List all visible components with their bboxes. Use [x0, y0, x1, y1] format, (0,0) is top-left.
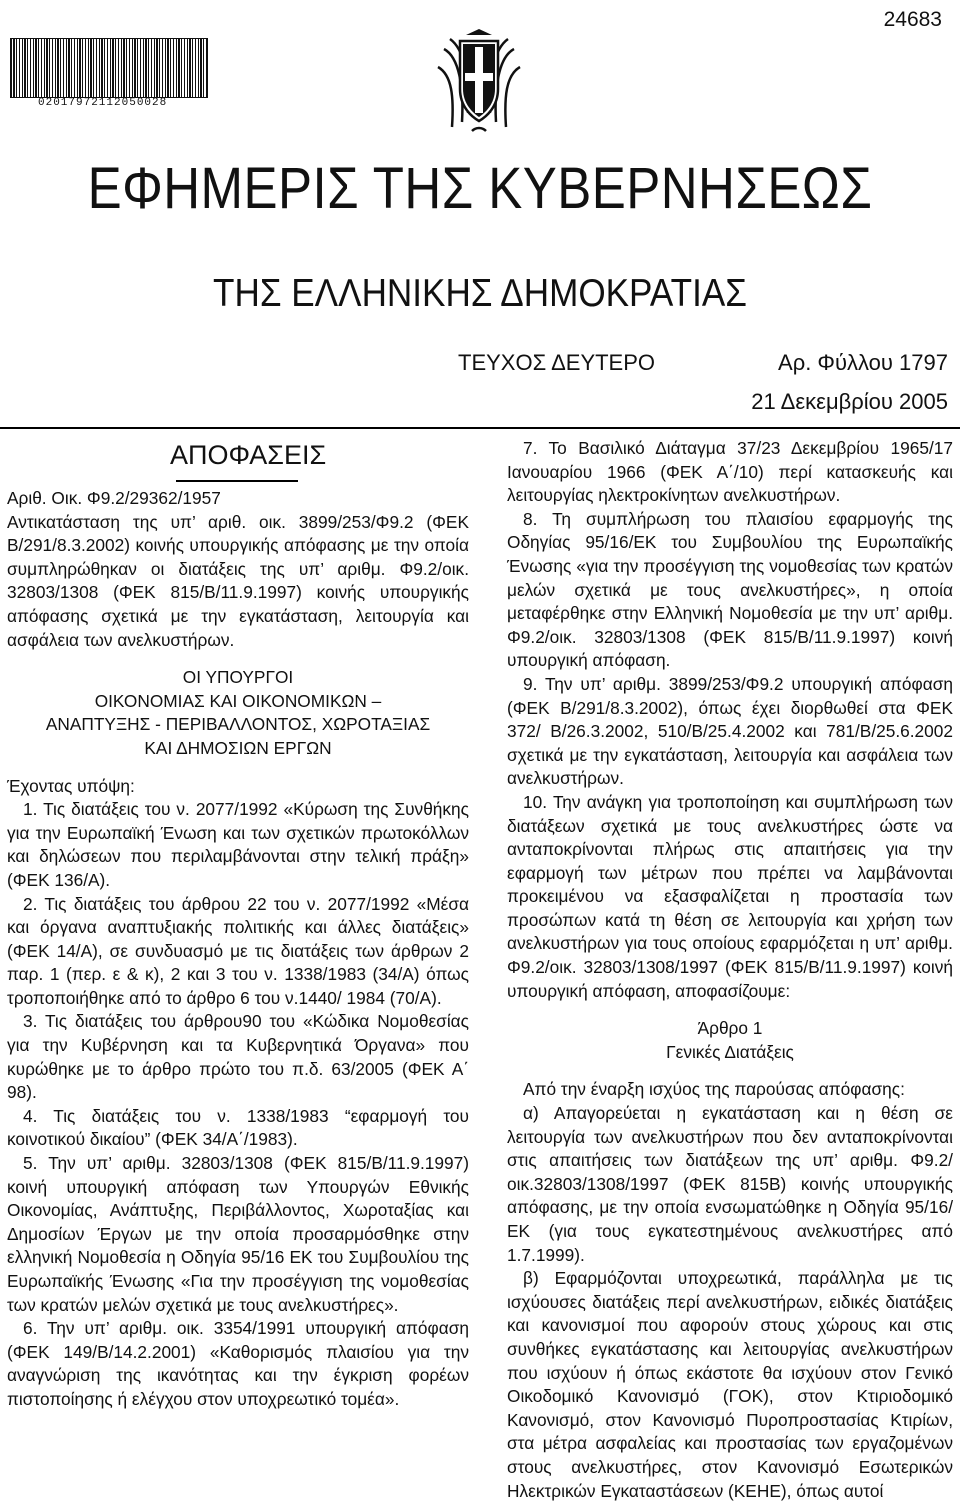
list-item: 5. Την υπ’ αριθμ. 32803/1308 (ΦΕΚ 815/Β/11.9.1997) κοινή υπουργική απόφαση των Υπουργών Εθνικής Οικονομίας, Ανάπτυξης, Περιβάλλοντος, Χωροταξίας και Δημοσίων Έργων με την οποία προσαρμόσθηκε στην ελληνική Νομοθεσία η Οδηγία 95/16 ΕΚ του Συμβουλίου της Ευρωπαϊκής Ένωσης «Για την προσέγγιση της νομοθεσίας των κρατών μελών σχετικά με τους ανελκυστήρες». [7, 1153, 469, 1315]
header-divider [0, 427, 960, 429]
issue-number: Αρ. Φύλλου 1797 [778, 350, 948, 375]
article-intro: Από την έναρξη ισχύος της παρούσας απόφασης: [523, 1079, 905, 1100]
masthead-subtitle: ΤΗΣ ΕΛΛΗΝΙΚΗΣ ΔΗΜΟΚΡΑΤΙΑΣ [213, 272, 747, 315]
list-item: 6. Την υπ’ αριθμ. οικ. 3354/1991 υπουργική απόφαση (ΦΕΚ 149/Β/14.2.2001) «Καθορισμός πλαισίου για την αναγνώριση της ικανότητας και την έγκριση φορέων πιστοποίησης ή ελέγχου στον υποχρεωτικό τομέα». [7, 1318, 469, 1409]
decision-number: Αριθ. Οικ. Φ9.2/29362/1957 [7, 488, 221, 508]
list-item: 2. Τις διατάξεις του άρθρου 22 του ν. 2077/1992 «Μέσα και όργανα αναπτυξιακής πολιτικής και άλλες διατάξεις» (ΦΕΚ 14/Α), σε συνδυασμό με τις διατάξεις των άρθρων 2 παρ. 1 (περ. ε & κ), 2 και 3 του ν. 1338/1983 (34/Α) όπως τροποποιήθηκε από το άρθρο 6 του ν.1440/ 1984 (70/Α). [7, 893, 469, 1008]
list-item: 9. Την υπ’ αριθμ. 3899/253/Φ9.2 υπουργική απόφαση (ΦΕΚ Β/291/8.3.2002), όπως έχει διορθωθεί στα ΦΕΚ 372/ Β/26.3.2002, 510/Β/25.4.2002 και 781/Β/25.6.2002 σχετικά με την εγκατάσταση, λειτουργία και ασφάλεια των ανελκυστήρων. [507, 673, 953, 789]
having-regard: Έχοντας υπόψη: [7, 775, 135, 796]
ministers-line: ΟΙΚΟΝΟΜΙΑΣ ΚΑΙ ΟΙΚΟΝΟΜΙΚΩΝ – [94, 690, 382, 711]
list-item: 7. Το Βασιλικό Διάταγμα 37/23 Δεκεμβρίου 1965/17 Ιανουαρίου 1966 (ΦΕΚ Α΄/10) περί κατασκευής και λειτουργίας ηλεκτροκίνητων ανελκυστήρων. [507, 438, 953, 506]
decision-subject: Αντικατάσταση της υπ’ αριθ. οικ. 3899/253/Φ9.2 (ΦΕΚ Β/291/8.3.2002) κοινής υπουργικής απόφασης με την οποία συμπληρώθηκαν οι διατάξεις της υπ’ αριθμ. Φ9.2/οικ. 32803/1308 (ΦΕΚ 815/Β/11.9.1997) κοινής υπουργικής απόφασης σχετικά με την εγκατάσταση, λειτουργία και ασφάλεια των ανελκυστήρων. [7, 511, 469, 650]
issue-type: ΤΕΥΧΟΣ ΔΕΥΤΕΡΟ [458, 350, 656, 375]
page-number: 24683 [883, 8, 942, 31]
article-subtitle: Γενικές Διατάξεις [666, 1041, 794, 1062]
article-paragraph: β) Εφαρμόζονται υποχρεωτικά, παράλληλα με τις ισχύουσες διατάξεις περί ανελκυστήρων, ειδικές διατάξεις και κανονισμοί που αφορούν στους χώρους και στις συνθήκες εγκατάστασης και λειτουργίας ανελκυστήρων που ισχύουν ή όπως εκάστοτε θα ισχύουν στον Γενικό Οικοδομικό Κανονισμό (ΓΟΚ), στον Κτιριοδομικό Κανονισμό, στον Κανονισμό Πυροπροστασίας Κτιρίων, στα μέτρα ασφαλείας και προστασίας των εργαζομένων στους ανελκυστήρες, στον Κανονισμό Εσωτερικών Ηλεκτρικών Εγκαταστάσεων (ΚΕΗΕ), όπως αυτοί [507, 1268, 953, 1501]
list-item: 10. Την ανάγκη για τροποποίηση και συμπλήρωση των διατάξεων σχετικά με τους ανελκυστήρες ώστε να ανταποκρίνονται πλήρως στις απαιτήσεις για την εφαρμογή των μέτρων που πρέπει να λαμβάνονται προκειμένου να εξασφαλίζεται η προστασία των προσώπων κατά τη θέση σε λειτουργία και χρήση των ανελκυστήρων για τους οποίους εφαρμόζεται η υπ’ αριθμ. Φ9.2/οικ. 32803/1308/1997 (ΦΕΚ 815/Β/11.9.1997) κοινή υπουργική απόφαση, αποφασίζουμε: [507, 791, 953, 1001]
issue-date: 21 Δεκεμβρίου 2005 [751, 389, 948, 414]
list-item: 3. Τις διατάξεις του άρθρου90 του «Κώδικα Νομοθεσίας για την Κυβέρνηση και τα Κυβερνητικά Όργανα» που κυρώθηκε με το άρθρο πρώτο του π.δ. 63/2005 (ΦΕΚ Α΄ 98). [7, 1011, 469, 1103]
list-item: 1. Τις διατάξεις του ν. 2077/1992 «Κύρωση της Συνθήκης για την Ευρωπαϊκή Ένωση και των σχετικών πρωτοκόλλων και δηλώσεων που περιλαμβάνονται στην τελική πράξη» (ΦΕΚ 136/Α). [7, 799, 469, 890]
ministers-heading: ΟΙ ΥΠΟΥΡΓΟΙ [182, 667, 294, 688]
section-title-underline [176, 480, 298, 482]
list-item: 4. Τις διατάξεις του ν. 1338/1983 “εφαρμογή του κοινοτικού δικαίου” (ΦΕΚ 34/Α΄/1983). [7, 1105, 469, 1150]
greek-coat-of-arms-emblem [414, 27, 544, 142]
left-column [7, 487, 469, 1412]
list-item: 8. Τη συμπλήρωση του πλαισίου εφαρμογής της Οδηγίας 95/16/ΕΚ του Συμβουλίου της Ευρωπαϊκής Ένωσης «για την προσέγγιση της νομοθεσίας των κρατών μελών σχετικά με τους ανελκυστήρες», η οποία μεταφέρθηκε στην Ελληνική Νομοθεσία με την υπ’ αριθμ. Φ9.2/οικ. 32803/1308 (ΦΕΚ 815/Β/11.9.1997) κοινή υπουργική απόφαση. [507, 508, 953, 671]
ministers-line: ΚΑΙ ΔΗΜΟΣΙΩΝ ΕΡΓΩΝ [144, 737, 332, 758]
barcode [10, 38, 208, 98]
masthead-title: ΕΦΗΜΕΡΙΣ ΤΗΣ ΚΥΒΕΡΝΗΣΕΩΣ [87, 156, 873, 221]
section-title: ΑΠΟΦΑΣΕΙΣ [170, 440, 327, 470]
article-title: Άρθρο 1 [697, 1018, 763, 1039]
ministers-line: ΑΝΑΠΤΥΞΗΣ - ΠΕΡΙΒΑΛΛΟΝΤΟΣ, ΧΩΡΟΤΑΞΙΑΣ [45, 714, 431, 735]
right-column [507, 437, 953, 1503]
barcode-number: 02017972112050028 [38, 97, 168, 109]
article-paragraph: α) Απαγορεύεται η εγκατάσταση και η θέση σε λειτουργία των ανελκυστήρων που δεν ανταποκρίνονται στις απαιτήσεις των διατάξεων της υπ’ αριθμ. Φ9.2/ οικ.32803/1308/1997 (ΦΕΚ 815Β) κοινής υπουργικής απόφασης, με την οποία ενσωματώθηκε η Οδηγία 95/16/ ΕΚ (για τους εγκατεστημένους ανελκυστήρες από 1.7.1999). [507, 1103, 953, 1265]
